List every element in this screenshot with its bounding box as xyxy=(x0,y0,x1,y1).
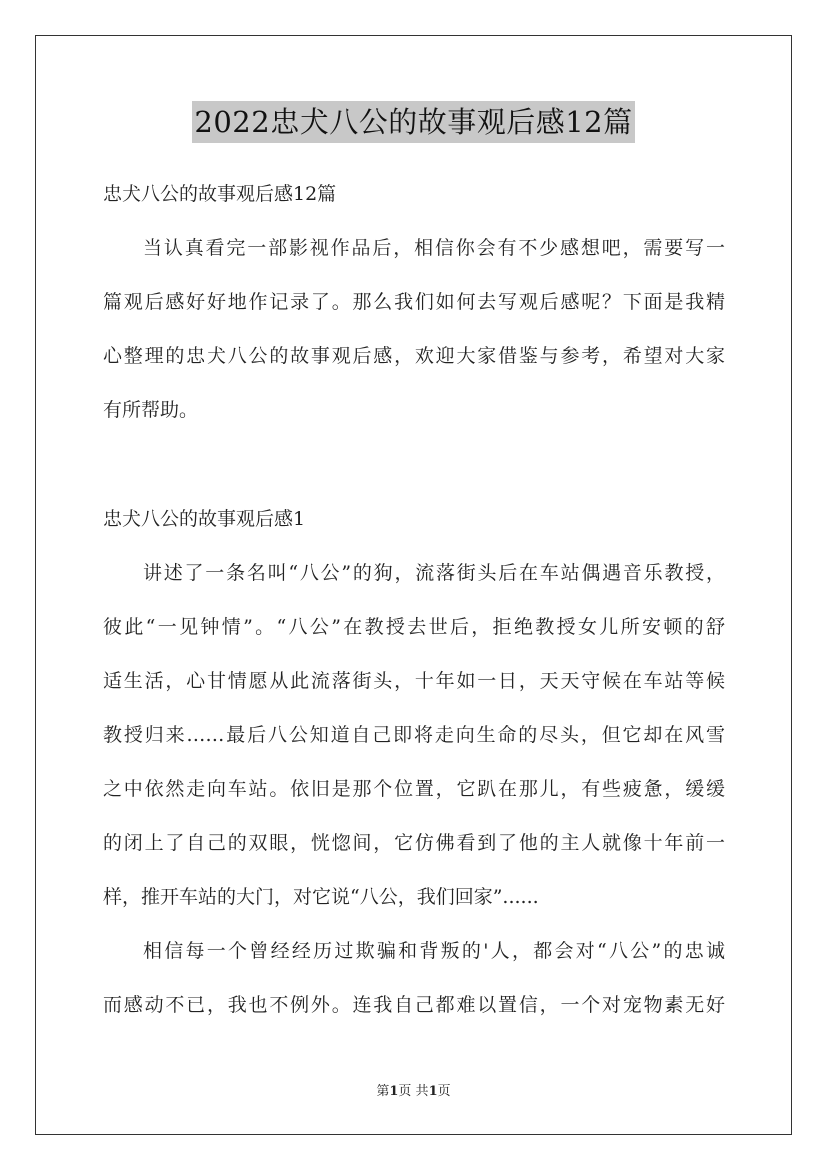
intro-line-4: 有所帮助。 xyxy=(103,399,199,421)
document-subtitle: 忠犬八公的故事观后感12篇 xyxy=(103,183,337,205)
paragraph1-line-6: 的闭上了自己的双眼，恍惚间，它仿佛看到了他的主人就像十年前一 xyxy=(103,832,725,854)
footer-prefix: 第 xyxy=(376,1084,390,1099)
footer-suffix: 页 xyxy=(437,1084,451,1099)
paragraph2-line-1: 相信每一个曾经经历过欺骗和背叛的'人，都会对“八公”的忠诚 xyxy=(143,940,725,962)
intro-line-1: 当认真看完一部影视作品后，相信你会有不少感想吧，需要写一 xyxy=(143,237,725,259)
footer-page-total: 1 xyxy=(428,1084,438,1099)
paragraph1-line-2: 彼此“一见钟情”。“八公”在教授去世后，拒绝教授女儿所安顿的舒 xyxy=(103,616,725,638)
paragraph1-line-1: 讲述了一条名叫“八公”的狗，流落街头后在车站偶遇音乐教授， xyxy=(143,562,725,584)
footer-mid: 页 共 xyxy=(398,1084,429,1099)
title-container xyxy=(0,101,827,143)
paragraph1-line-7: 样，推开车站的大门，对它说“八公，我们回家”...... xyxy=(103,886,539,908)
paragraph1-line-5: 之中依然走向车站。依旧是那个位置，它趴在那儿，有些疲惫，缓缓 xyxy=(103,778,725,800)
intro-line-2: 篇观后感好好地作记录了。那么我们如何去写观后感呢？下面是我精 xyxy=(103,291,725,313)
footer-page-current: 1 xyxy=(389,1084,399,1099)
document-title: 2022忠犬八公的故事观后感12篇 xyxy=(192,101,634,143)
paragraph2-line-2: 而感动不已，我也不例外。连我自己都难以置信，一个对宠物素无好 xyxy=(103,994,725,1016)
section-heading: 忠犬八公的故事观后感1 xyxy=(103,508,306,530)
paragraph1-line-4: 教授归来……最后八公知道自己即将走向生命的尽头，但它却在风雪 xyxy=(103,724,725,746)
intro-line-3: 心整理的忠犬八公的故事观后感，欢迎大家借鉴与参考，希望对大家 xyxy=(103,345,725,367)
paragraph1-line-3: 适生活，心甘情愿从此流落街头，十年如一日，天天守候在车站等候 xyxy=(103,670,725,692)
page-footer xyxy=(0,1083,827,1101)
